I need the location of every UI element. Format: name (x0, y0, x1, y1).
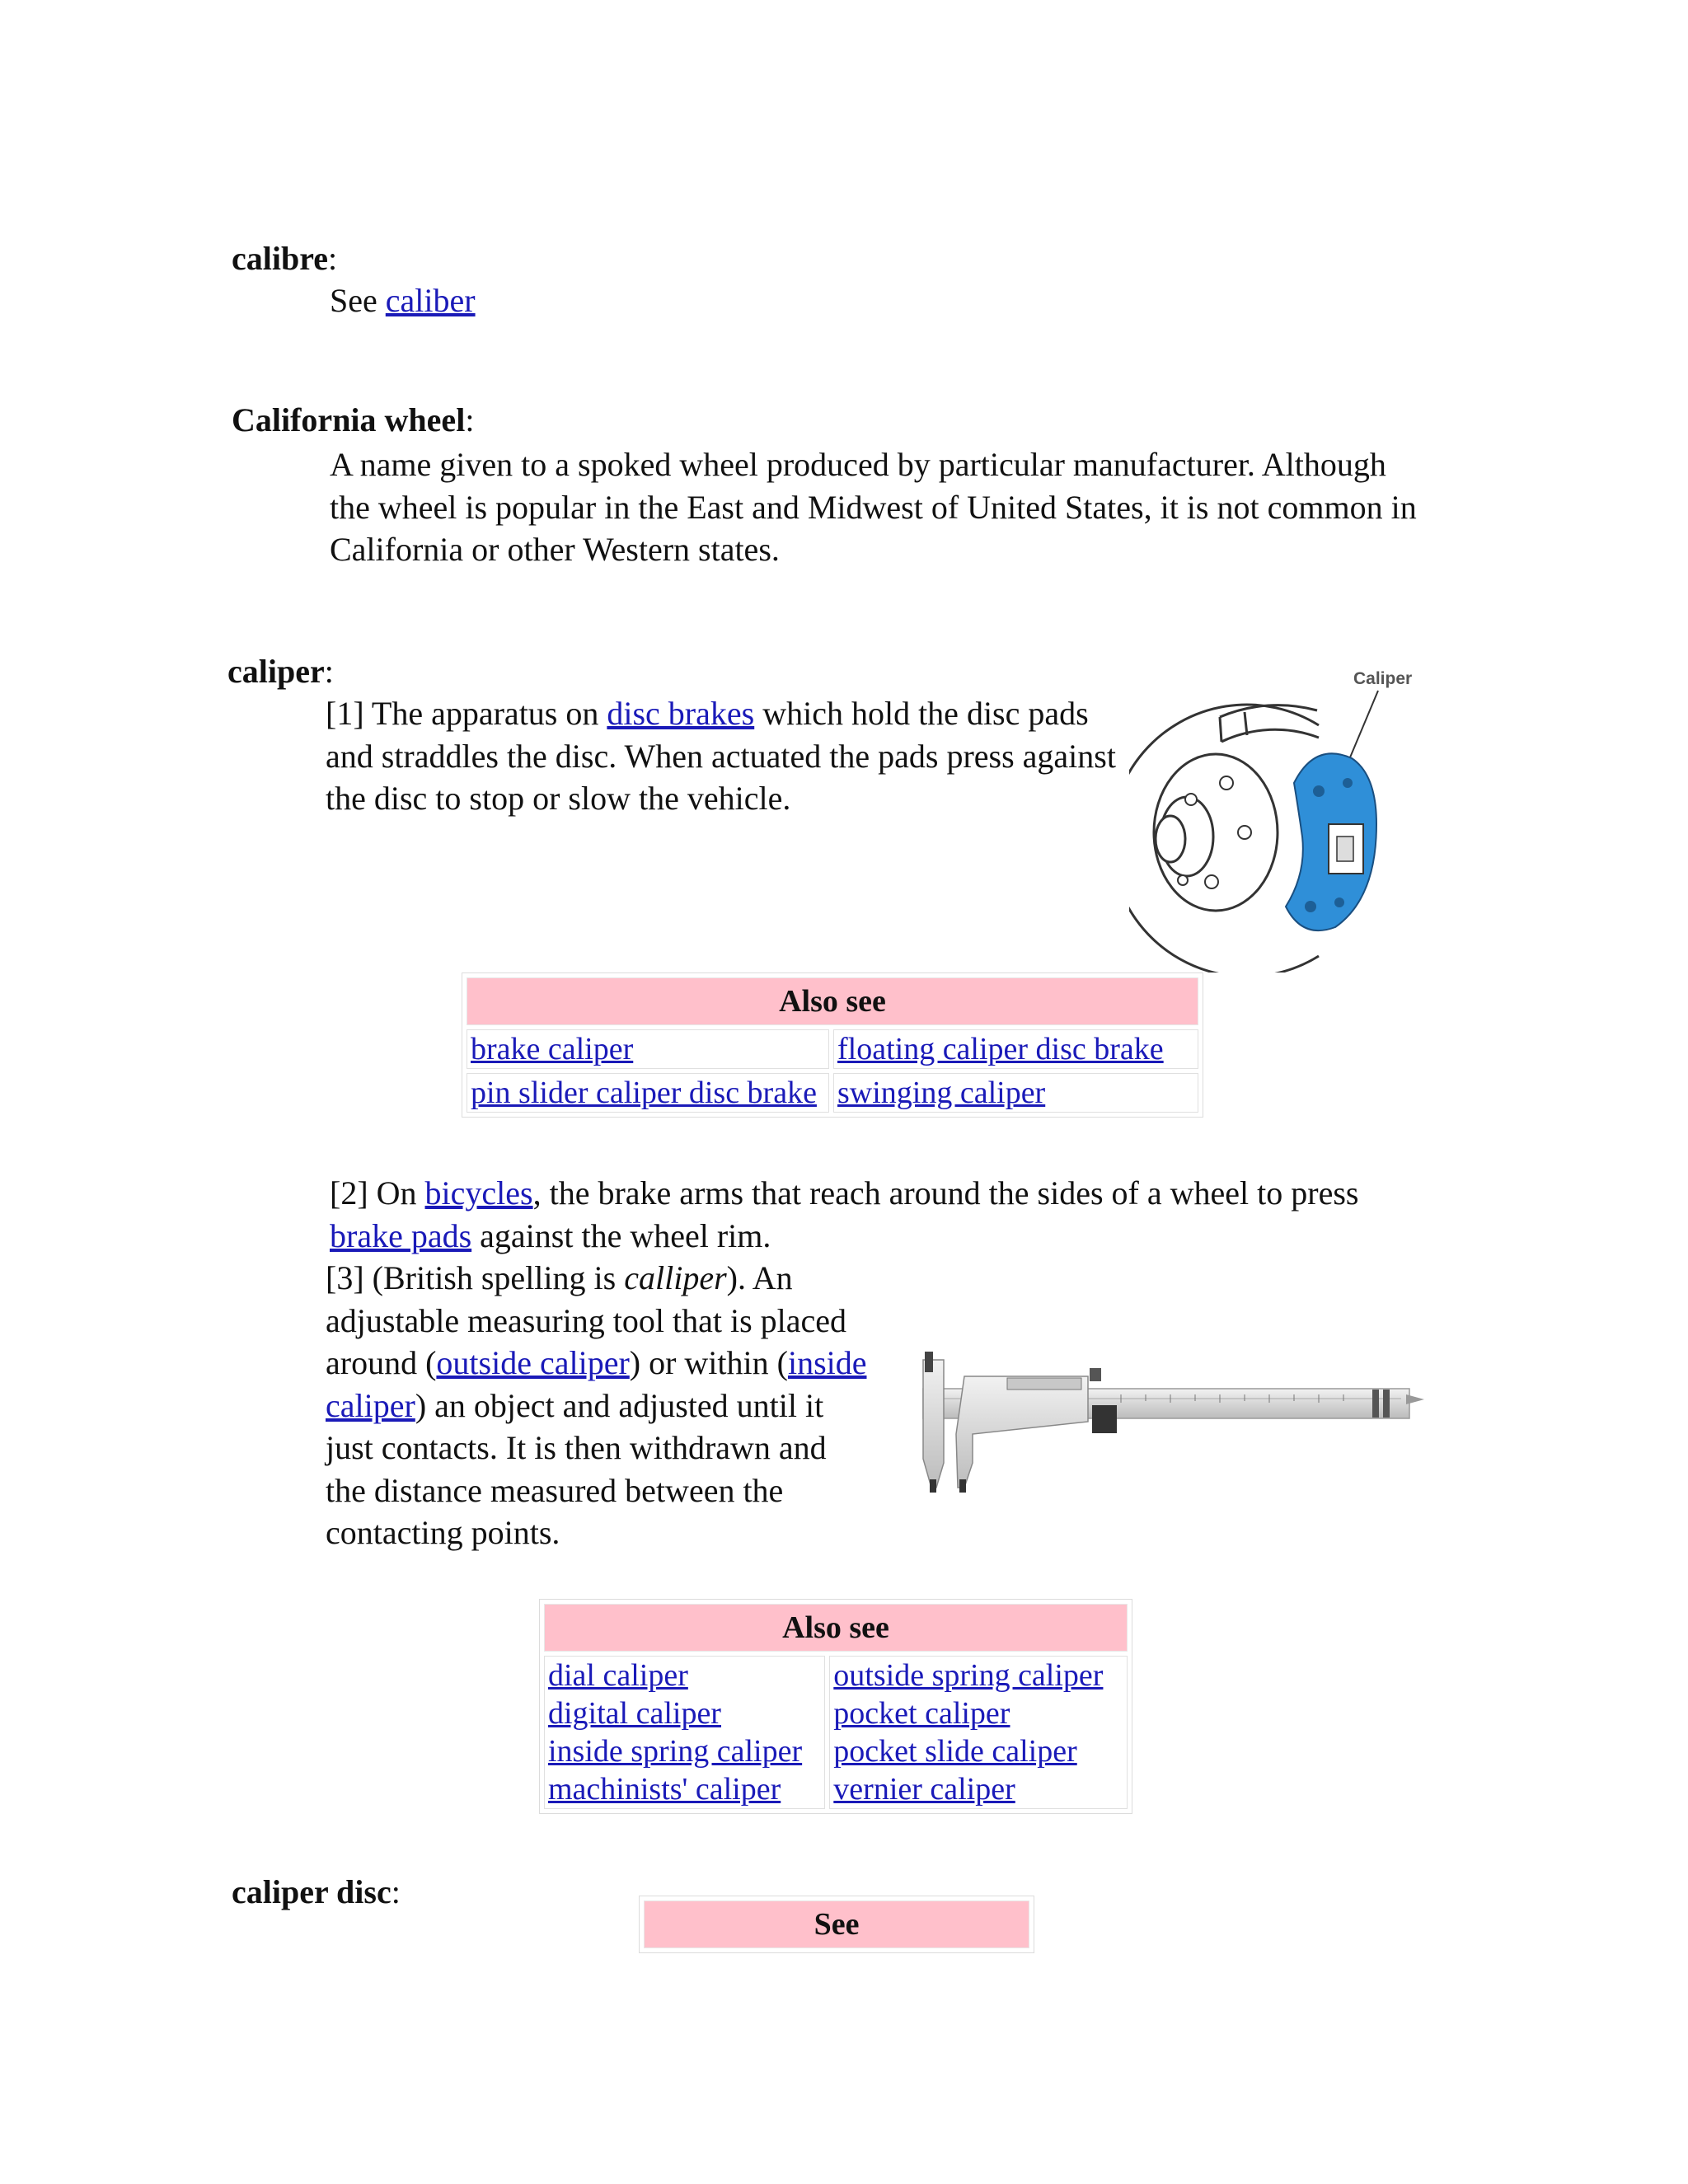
caliper-definition-1: [1] The apparatus on disc brakes which hold the disc pads and straddles the disc. When actuated the pads press against the disc to stop or slow the vehicle. (326, 695, 1116, 817)
italic-calliper: calliper (624, 1259, 727, 1296)
link-swinging-caliper[interactable]: swinging caliper (837, 1076, 1046, 1110)
term-caliper-disc: caliper disc: (232, 1873, 401, 1910)
link-inside-caliper[interactable]: inside caliper (326, 1344, 867, 1424)
link-bicycles[interactable]: bicycles (424, 1174, 533, 1212)
also-see-table-2 (539, 1599, 1132, 1814)
link-vernier-caliper[interactable]: vernier caliper (833, 1772, 1015, 1807)
link-dial-caliper[interactable]: dial caliper (548, 1658, 688, 1693)
link-caliber[interactable]: caliber (385, 282, 476, 319)
caliper-label: Caliper (1353, 669, 1413, 688)
term-california-wheel: California wheel: (232, 401, 475, 438)
definition-california-wheel: A name given to a spoked wheel produced by particular manufacturer. Although the wheel is popular in the East and Midwest of United States, it is not common in California or other Western states. (330, 446, 1417, 568)
link-pocket-caliper[interactable]: pocket caliper (833, 1696, 1010, 1731)
also-see-header: Also see (467, 977, 1198, 1025)
also-see-col-2 (829, 1656, 1128, 1809)
caliper-definition-2: [2] On bicycles, the brake arms that reach around the sides of a wheel to press brake pads against the wheel rim. (330, 1174, 1359, 1254)
link-disc-brakes[interactable]: disc brakes (607, 695, 755, 732)
link-digital-caliper[interactable]: digital caliper (548, 1696, 721, 1731)
term-calibre: calibre: (232, 240, 338, 277)
caliper-definition-3: [3] (British spelling is calliper). An adjustable measuring tool that is placed around (outside caliper) or within (inside caliper) an object and adjusted until it just contacts. It is then withdrawn and the distance measured between the contacting points. (326, 1259, 867, 1551)
vernier-caliper-image (907, 1343, 1426, 1525)
term-caliper: caliper: (227, 653, 334, 690)
also-see-col-1 (544, 1656, 825, 1809)
see-header: See (644, 1900, 1029, 1948)
link-floating-caliper-disc-brake[interactable]: floating caliper disc brake (837, 1032, 1164, 1066)
brake-caliper-image (1129, 659, 1442, 972)
link-inside-spring-caliper[interactable]: inside spring caliper (548, 1734, 803, 1769)
link-brake-pads[interactable]: brake pads (330, 1216, 472, 1254)
see-table-caliper-disc (639, 1896, 1034, 1953)
definition-calibre (330, 279, 476, 322)
link-pin-slider-caliper-disc-brake[interactable]: pin slider caliper disc brake (471, 1076, 817, 1110)
link-brake-caliper[interactable]: brake caliper (471, 1032, 634, 1066)
also-see-table-1 (462, 972, 1203, 1118)
link-pocket-slide-caliper[interactable]: pocket slide caliper (833, 1734, 1077, 1769)
link-outside-spring-caliper[interactable]: outside spring caliper (833, 1658, 1104, 1693)
also-see-header: Also see (544, 1604, 1128, 1652)
see-prefix: See (330, 282, 377, 319)
link-machinists-caliper[interactable]: machinists' caliper (548, 1772, 781, 1807)
link-outside-caliper[interactable]: outside caliper (436, 1344, 630, 1381)
